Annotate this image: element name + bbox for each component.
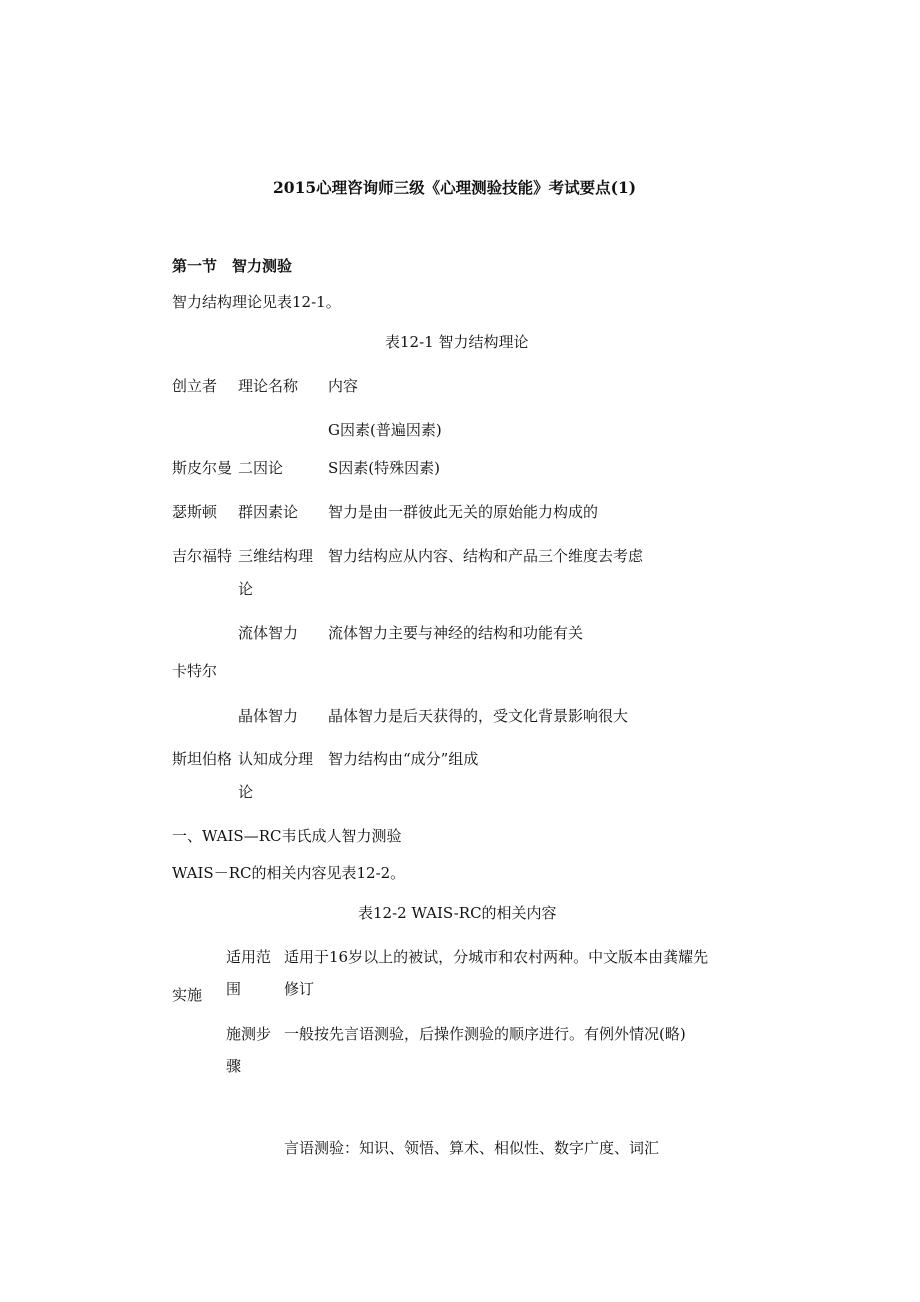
document-title: 2015心理咨询师三级《心理测验技能》考试要点(1) (273, 178, 637, 197)
table-cell-content: G因素(普遍因素) (328, 421, 442, 439)
table-cell-label: 施测步 (226, 1025, 272, 1043)
table-cell-label: 围 (226, 980, 242, 998)
section-heading: 第一节 智力测验 (172, 257, 293, 275)
table-header-founder: 创立者 (172, 377, 218, 395)
table-caption: 表12-1 智力结构理论 (385, 333, 529, 351)
table-cell-founder: 斯坦伯格 (172, 750, 233, 768)
table-cell-founder: 卡特尔 (172, 662, 218, 680)
table-cell-content: 适用于16岁以上的被试，分城市和农村两种。中文版本由龚耀先 (284, 948, 709, 966)
table-cell-theory: 流体智力 (238, 624, 299, 642)
table-cell-content: 智力是由一群彼此无关的原始能力构成的 (328, 503, 599, 521)
table-header-content: 内容 (328, 377, 359, 395)
table-cell-theory: 论 (238, 580, 254, 598)
intro-paragraph: 智力结构理论见表12-1。 (172, 293, 341, 311)
table-cell-label: 适用范 (226, 948, 272, 966)
table-cell-content: 一般按先言语测验，后操作测验的顺序进行。有例外情况(略) (284, 1025, 686, 1043)
intro-paragraph-2: WAIS－RC的相关内容见表12-2。 (172, 864, 406, 882)
table-cell-content: 流体智力主要与神经的结构和功能有关 (328, 624, 584, 642)
table-cell-group: 实施 (172, 986, 203, 1004)
table-cell-content: 晶体智力是后天获得的，受文化背景影响很大 (328, 707, 629, 725)
table-cell-content: 修订 (284, 980, 315, 998)
table-cell-content: S因素(特殊因素) (328, 459, 440, 477)
table-cell-theory: 认知成分理 (238, 750, 314, 768)
table-cell-content: 智力结构由“成分”组成 (328, 750, 479, 768)
table-cell-theory: 晶体智力 (238, 707, 299, 725)
table-cell-label: 骤 (226, 1057, 242, 1075)
table-header-theory: 理论名称 (238, 377, 299, 395)
table-caption: 表12-2 WAIS-RC的相关内容 (358, 904, 557, 922)
table-cell-content: 智力结构应从内容、结构和产品三个维度去考虑 (328, 547, 644, 565)
table-cell-founder: 瑟斯顿 (172, 503, 218, 521)
table-cell-founder: 吉尔福特 (172, 547, 233, 565)
subheading: 一、WAIS—RC韦氏成人智力测验 (172, 827, 402, 845)
verbal-tests-line: 言语测验：知识、领悟、算术、相似性、数字广度、词汇 (284, 1139, 660, 1157)
table-cell-theory: 群因素论 (238, 503, 299, 521)
table-cell-theory: 论 (238, 783, 254, 801)
table-cell-founder: 斯皮尔曼 (172, 459, 233, 477)
table-cell-theory: 二因论 (238, 459, 284, 477)
table-cell-theory: 三维结构理 (238, 547, 314, 565)
